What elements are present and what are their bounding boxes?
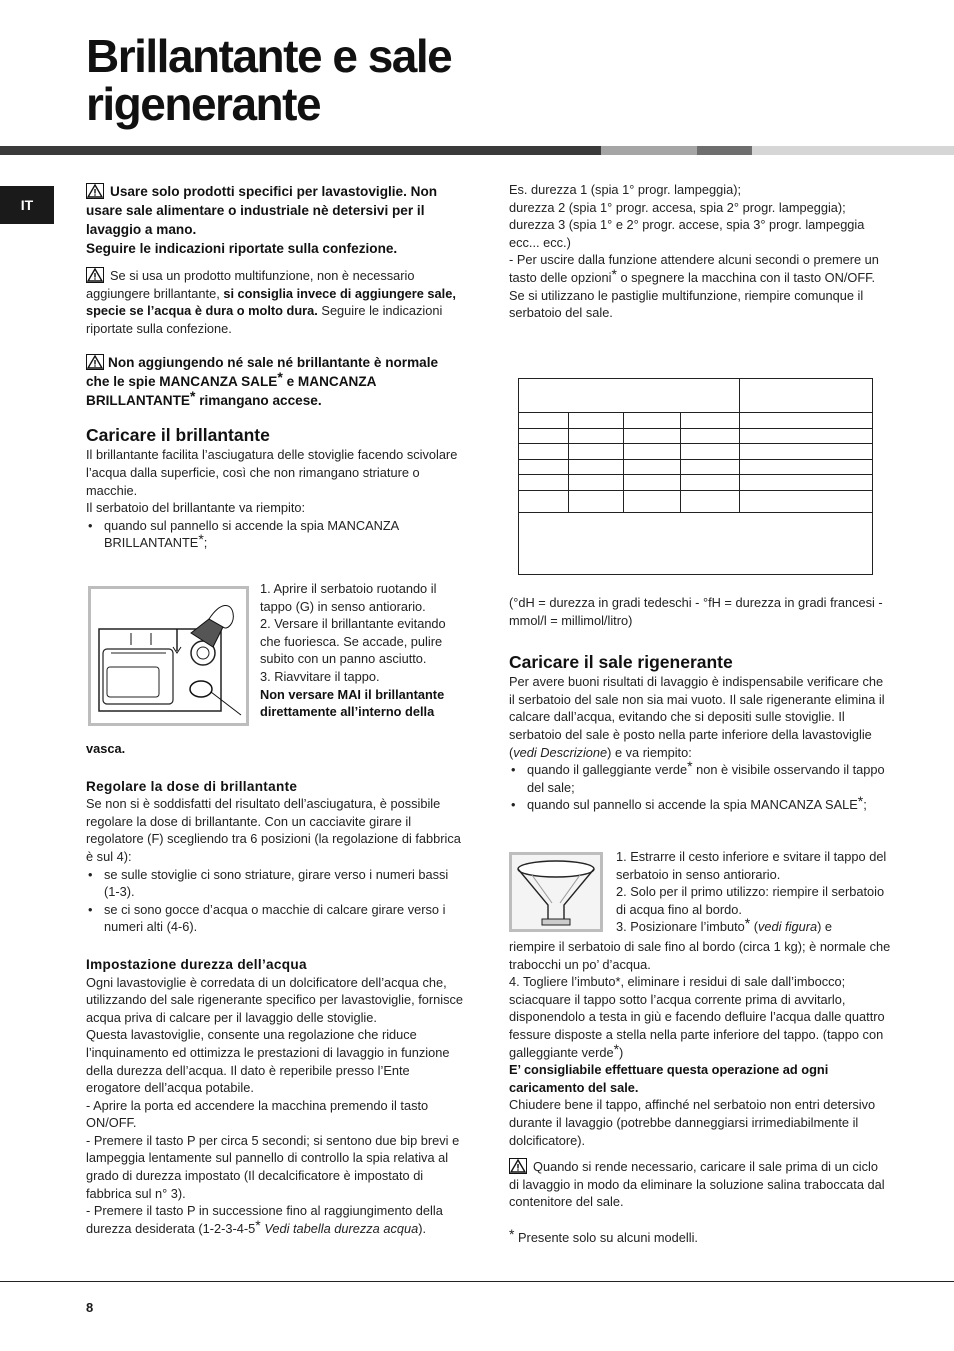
brill-fill-when: Il serbatoio del brillantante va riempito: (86, 500, 306, 516)
table-cell (519, 379, 740, 413)
salt-funnel-figure (509, 852, 603, 932)
warning-indicators: Non aggiungendo né sale né brillantante è normale che le spie MANCANZA SALE* e MANCANZA BRILLANTANTE* rimangano accese. (86, 355, 439, 409)
table-cell (519, 491, 569, 513)
list-item: • quando sul pannello si accende la spia MANCANZA SALE*; (509, 796, 891, 814)
sale-steps-top (616, 848, 888, 936)
warning-products: Usare solo prodotti specifici per lavastoviglie. Non usare sale alimentare o industriale nè detersivi per il lavaggio a mano. (86, 184, 438, 237)
table-cell (623, 475, 680, 491)
funnel-illustration (512, 855, 600, 929)
table-cell (568, 460, 623, 475)
table-cell (568, 444, 623, 460)
table-cell (519, 460, 569, 475)
table-cell (740, 413, 873, 429)
page-title: Brillantante e sale rigenerante (86, 30, 452, 130)
example-2: durezza 2 (spia 1° progr. accesa, spia 2° progr. lampeggia); (509, 199, 846, 215)
table-cell (519, 429, 569, 444)
table-cell (740, 491, 873, 513)
table-cell (623, 444, 680, 460)
table-cell (519, 513, 873, 575)
hardness-legend: (°dH = durezza in gradi tedeschi - °fH = durezza in gradi francesi - mmol/l = millimol/litro) (509, 595, 883, 628)
table-cell (568, 491, 623, 513)
table-cell (623, 460, 680, 475)
header-rule-accent (697, 146, 752, 155)
sale-warning: Quando si rende necessario, caricare il sale prima di un ciclo di lavaggio in modo da eliminare la soluzione salina traboccata dal contenitore del sale. (509, 1159, 885, 1210)
dose-text: Se non si è soddisfatti del risultato dell’asciugatura, è possibile regolare la dose di brillantante. Con un cacciavite girare il regolatore (F) scegliendo tra 6 posizioni (la regolazione di fabbrica è sul 4): (86, 796, 461, 864)
dur-p3: - Aprire la porta ed accendere la macchina premendo il tasto ON/OFF. (86, 1097, 429, 1131)
warning-instructions: Seguire le indicazioni riportate sulla confezione. (86, 241, 398, 256)
dur-p2: Questa lavastoviglie, consente una regolazione che riduce l’inquinamento ed ottimizza le prestazioni di lavaggio in funzione della durezza dell’acqua. Il dato è reperibile presso l’Ente erogatore dell’acqua potabile. (86, 1027, 450, 1096)
brill-intro: Il brillantante facilita l’asciugatura delle stoviglie facendo scivolare l’acqua dalla superficie, così che non rimangano striature o macchie. (86, 447, 458, 498)
dur-p5: - Premere il tasto P in successione fino al raggiungimento della durezza desiderata (1-2-3-4-5* Vedi tabella durezza acqua). (86, 1203, 443, 1236)
sale-step-1: 1. Estrarre il cesto inferiore e svitare il tappo del serbatoio in senso antiorario. (616, 849, 887, 882)
table-cell (680, 460, 740, 475)
table-cell (623, 413, 680, 429)
table-cell (519, 475, 569, 491)
header-rule-light (752, 146, 954, 155)
language-tab: IT (0, 186, 54, 224)
table-cell (740, 460, 873, 475)
table-cell (568, 475, 623, 491)
list-item: • se sulle stoviglie ci sono striature, girare verso i numeri bassi (1-3). (86, 866, 464, 901)
sale-step-2: 2. Solo per il primo utilizzo: riempire il serbatoio di acqua fino al bordo. (616, 884, 885, 917)
header-rule-dark (0, 146, 601, 155)
warning-icon (86, 354, 104, 370)
dur-p1: Ogni lavastoviglie è corredata di un dolcificatore dell’acqua che, utilizzando del sale rigenerante specifico per lavastoviglie, fornisce acqua priva di calcare per il lavaggio delle stoviglie. (86, 974, 464, 1025)
brill-warning: Non versare MAI il brillantante direttamente all’interno della (260, 686, 445, 720)
table-cell (740, 429, 873, 444)
warning-icon (86, 267, 104, 283)
multi-tablets: Se si utilizzano le pastiglie multifunzione, riempire comunque il serbatoio del sale. (509, 287, 864, 321)
brill-warning-end: vasca. (86, 741, 126, 756)
left-column-lower (86, 740, 464, 1237)
table-cell (519, 413, 569, 429)
brill-steps (260, 580, 468, 721)
sale-advice: E’ consigliabile effettuare questa operazione ad ogni caricamento del sale. (509, 1062, 829, 1095)
left-column (86, 182, 464, 552)
heading-sale: Caricare il sale rigenerante (509, 652, 733, 673)
table-cell (623, 429, 680, 444)
brill-step-1: 1. Aprire il serbatoio ruotando il tappo (G) in senso antiorario. (260, 581, 437, 614)
header-rule-mid (601, 146, 697, 155)
page-number: 8 (86, 1300, 94, 1315)
table-cell (519, 444, 569, 460)
example-3: durezza 3 (spia 1° e 2° progr. accese, spia 3° progr. lampeggia ecc... ecc.) (509, 217, 865, 250)
table-cell (680, 491, 740, 513)
brill-step-3: 3. Riavvitare il tappo. (260, 668, 380, 684)
table-cell (568, 413, 623, 429)
table-cell (740, 475, 873, 491)
sale-close-cap: Chiudere bene il tappo, affinché nel serbatoio non entri detersivo durante il lavaggio (potrebbe danneggiarsi irrimediabilmente il dolcificatore). (509, 1097, 876, 1148)
example-1: Es. durezza 1 (spia 1° progr. lampeggia); (509, 182, 742, 197)
right-column-lower (509, 594, 891, 814)
exit-function: - Per uscire dalla funzione attendere alcuni secondi o premere un tasto delle opzioni* o spegnere la macchina con il tasto ON/OFF. (509, 252, 879, 285)
list-item: • quando il galleggiante verde* non è visibile osservando il tappo del sale; (509, 761, 891, 796)
dispenser-illustration (91, 589, 246, 723)
heading-dose: Regolare la dose di brillantante (86, 778, 298, 794)
right-column (509, 181, 889, 322)
list-item: • se ci sono gocce d’acqua o macchie di calcare girare verso i numeri alti (4-6). (86, 901, 464, 936)
sale-intro: Per avere buoni risultati di lavaggio è indispensabile verificare che il serbatoio del sale non sia mai vuoto. Il sale rigenerante elimina il calcare dall’acqua, evitando che si depositi sulle stoviglie. Il serbatoio del sale è posto nella parte inferiore della lavastoviglie (vedi Descrizione) e va riempito: (509, 674, 885, 760)
dur-p4: - Premere il tasto P per circa 5 secondi; si sentono due bip brevi e lampeggia lentamente sul pannello di controllo la spia relativa al grado di durezza impostato (Il decalcificatore è impostato di fabbrica sul n° 3). (86, 1132, 460, 1201)
warning-icon (86, 183, 104, 199)
sale-step-3-start: 3. Posizionare l’imbuto* (vedi figura) e (616, 915, 833, 935)
warning-multifunction: Se si usa un prodotto multifunzione, non è necessario aggiungere brillantante, si consiglia invece di aggiungere sale, specie se l’acqua è dura o molto dura. Seguire le indicazioni riportate sulla confezione. (86, 268, 456, 336)
table-cell (568, 429, 623, 444)
rinse-aid-dispenser-figure (88, 586, 249, 726)
table-cell (623, 491, 680, 513)
footer-rule (0, 1281, 954, 1282)
heading-brillantante: Caricare il brillantante (86, 425, 270, 446)
footnote: * Presente solo su alcuni modelli. (509, 1225, 698, 1245)
sale-step-3-end: riempire il serbatoio di sale fino al bordo (circa 1 kg); è normale che trabocchi un po’ d’acqua. (509, 939, 891, 972)
table-cell (740, 444, 873, 460)
table-cell (680, 444, 740, 460)
table-cell (680, 413, 740, 429)
table-cell (680, 429, 740, 444)
hardness-table (518, 378, 873, 575)
warning-icon (509, 1158, 527, 1174)
table-cell (740, 379, 873, 413)
list-item: • quando sul pannello si accende la spia MANCANZA BRILLANTANTE*; (86, 517, 464, 552)
sale-step-4: 4. Togliere l’imbuto*, eliminare i residui di sale dall’imbocco; sciacquare il tappo sotto l’acqua corrente prima di avvitarlo, disponendolo a testa in giù e facendo defluire l’acqua dalle quattro fessure disposte a stella nella parte inferiore del tappo. (tappo con galleggiante verde*) (509, 974, 885, 1060)
table-cell (680, 475, 740, 491)
heading-durezza: Impostazione durezza dell’acqua (86, 956, 307, 972)
sale-steps-bottom (509, 938, 891, 1247)
brill-step-2: 2. Versare il brillantante evitando che fuoriesca. Se accade, pulire subito con un panno asciutto. (260, 616, 446, 667)
